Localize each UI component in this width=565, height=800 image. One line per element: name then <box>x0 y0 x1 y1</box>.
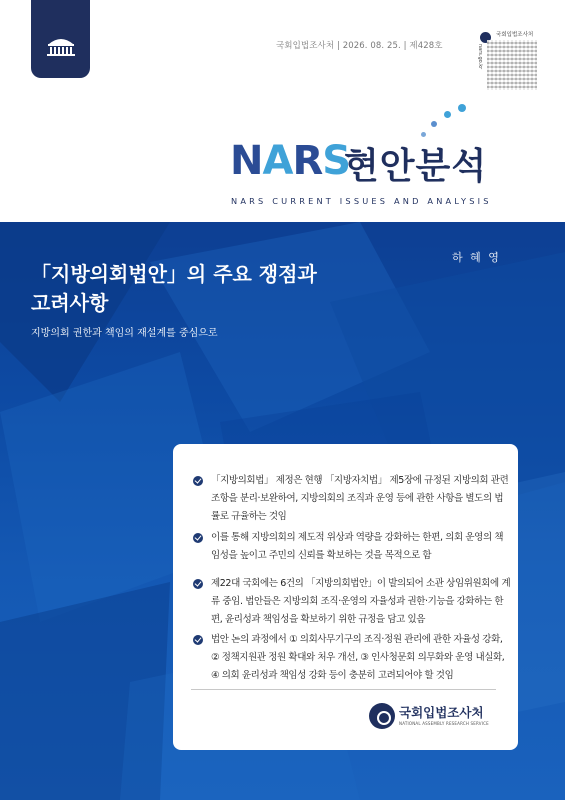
masthead-subtitle: NARS CURRENT ISSUES AND ANALYSIS <box>231 196 492 206</box>
summary-card <box>173 444 518 750</box>
assembly-tab <box>31 0 90 78</box>
cover-title-line2: 고려사항 <box>31 291 109 315</box>
cover-title-line1: 「지방의회법안」의 주요 쟁점과 <box>31 262 317 286</box>
qr-label: 국회입법조사처 <box>496 32 534 38</box>
cover-subtitle: 지방의회 권한과 책임의 재설계를 중심으로 <box>31 328 218 339</box>
masthead-title: 현안분석 <box>344 146 488 187</box>
decor-dot <box>431 121 437 127</box>
summary-item: 제22대 국회에는 6건의 「지방의회법안」이 발의되어 소관 상임위원회에 계류 중임. 법안들은 지방의회 조직·운영의 자율성과 권한·기능을 강화하는 한편, 윤리성과 책임성을 확보하기 위한 규정을 담고 있음 <box>193 575 511 629</box>
check-circle-icon <box>193 476 203 486</box>
divider <box>191 689 496 690</box>
summary-item: 이를 통해 지방의회의 제도적 위상과 역량을 강화하는 한편, 의회 운영의 책임성을 높이고 주민의 신뢰를 확보하는 것을 목적으로 함 <box>193 529 511 565</box>
check-circle-icon <box>193 579 203 589</box>
national-assembly-emblem-icon <box>369 703 395 729</box>
author-name: 하 혜 영 <box>452 251 501 264</box>
masthead-area <box>0 0 565 222</box>
decor-dot <box>421 132 426 137</box>
nars-logo: NARS <box>230 138 351 184</box>
decor-dot <box>444 111 451 118</box>
check-circle-icon <box>193 533 203 543</box>
publisher-english: NATIONAL ASSEMBLY RESEARCH SERVICE <box>399 721 489 726</box>
summary-item: 「지방의회법」 제정은 현행 「지방자치법」 제5장에 규정된 지방의회 관련 조항을 분리·보완하여, 지방의회의 조직과 운영 등에 관한 사항을 별도의 법률로 규율하는 것임 <box>193 472 511 526</box>
publisher-name: 국회입법조사처 <box>399 705 484 720</box>
issue-line: 국회입법조사처 | 2026. 08. 25. | 제428호 <box>276 41 443 51</box>
decor-dot <box>458 104 466 112</box>
summary-item: 법안 논의 과정에서 ① 의회사무기구의 조직·정원 관리에 관한 자율성 강화, ② 정책지원관 정원 확대와 처우 개선, ③ 인사청문회 의무화와 운영 내실화, ④ 의회 윤리성과 책임성 강화 등이 충분히 고려되어야 할 것임 <box>193 631 511 685</box>
publisher-logo <box>369 701 509 731</box>
cover-title <box>31 260 431 318</box>
qr-side-text: nars.go.kr <box>477 44 483 70</box>
check-circle-icon <box>193 635 203 645</box>
assembly-building-icon <box>45 34 77 58</box>
qr-block[interactable] <box>476 30 540 90</box>
